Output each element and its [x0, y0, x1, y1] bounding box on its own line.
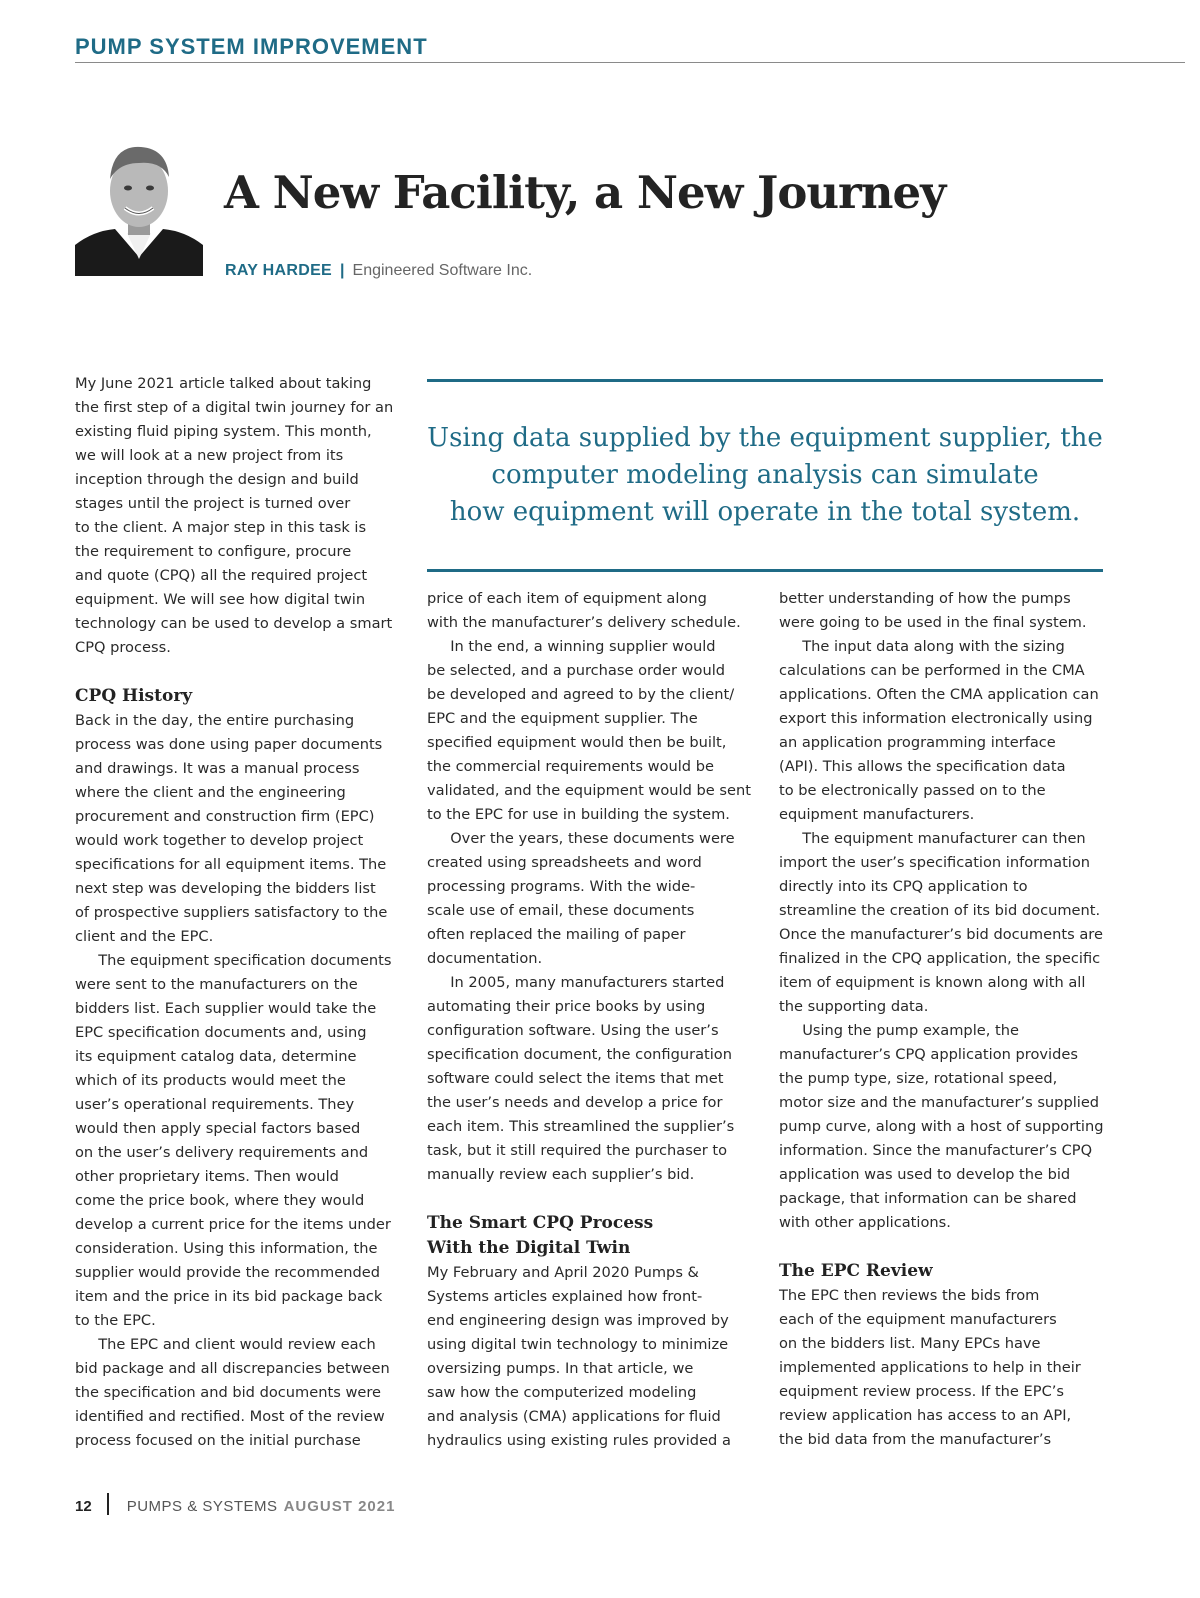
- text-line: next step was developing the bidders list: [75, 880, 376, 897]
- text-line: specification document, the configuration: [427, 1046, 732, 1063]
- pullquote-bottom-rule: [427, 569, 1103, 572]
- column-3-text: [779, 587, 1109, 1235]
- text-line: bidders list. Each supplier would take the: [75, 1000, 377, 1017]
- text-line: In the end, a winning supplier would: [427, 638, 716, 655]
- author-photo: [75, 133, 203, 276]
- text-line: import the user’s specification information: [779, 854, 1091, 871]
- text-line: better understanding of how the pumps: [779, 590, 1071, 607]
- text-line: other proprietary items. Then would: [75, 1168, 339, 1185]
- text-line: My June 2021 article talked about taking: [75, 375, 372, 392]
- pullquote-line: Using data supplied by the equipment supplier, the: [427, 423, 1103, 453]
- text-line: manually review each supplier’s bid.: [427, 1166, 695, 1183]
- text-line: Systems articles explained how front-: [427, 1288, 703, 1305]
- text-line: which of its products would meet the: [75, 1072, 346, 1089]
- text-line: The equipment specification documents: [75, 952, 392, 969]
- text-line: inception through the design and build: [75, 471, 359, 488]
- text-line: the pump type, size, rotational speed,: [779, 1070, 1058, 1087]
- text-line: develop a current price for the items under: [75, 1216, 391, 1233]
- text-line: scale use of email, these documents: [427, 902, 695, 919]
- text-line: equipment review process. If the EPC’s: [779, 1383, 1064, 1400]
- text-line: package, that information can be shared: [779, 1190, 1077, 1207]
- heading-smart-cpq: The Smart CPQ Process With the Digital Twin: [427, 1213, 654, 1258]
- text-line: often replaced the mailing of paper: [427, 926, 686, 943]
- text-line: identified and rectified. Most of the review: [75, 1408, 385, 1425]
- text-line: client and the EPC.: [75, 928, 214, 945]
- text-line: review application has access to an API,: [779, 1407, 1072, 1424]
- text-line: its equipment catalog data, determine: [75, 1048, 357, 1065]
- text-line: each of the equipment manufacturers: [779, 1311, 1057, 1328]
- footer-divider: [107, 1493, 109, 1515]
- text-line: implemented applications to help in their: [779, 1359, 1081, 1376]
- text-line: the first step of a digital twin journey for an: [75, 399, 394, 416]
- text-line: task, but it still required the purchaser to: [427, 1142, 728, 1159]
- column-2-text: [427, 587, 757, 1187]
- text-line: created using spreadsheets and word: [427, 854, 702, 871]
- text-line: In 2005, many manufacturers started: [427, 974, 725, 991]
- text-line: were going to be used in the final system.: [779, 614, 1087, 631]
- text-line: My February and April 2020 Pumps &: [427, 1264, 699, 1281]
- text-line: and drawings. It was a manual process: [75, 760, 360, 777]
- text-line: and quote (CPQ) all the required project: [75, 567, 368, 584]
- text-line: using digital twin technology to minimize: [427, 1336, 729, 1353]
- text-line: Over the years, these documents were: [427, 830, 735, 847]
- smart-cpq-text: [427, 1261, 757, 1453]
- text-line: directly into its CPQ application to: [779, 878, 1028, 895]
- text-line: the specification and bid documents were: [75, 1384, 382, 1401]
- text-line: (API). This allows the specification data: [779, 758, 1066, 775]
- text-line: CPQ process.: [75, 639, 171, 656]
- text-line: saw how the computerized modeling: [427, 1384, 697, 1401]
- text-line: EPC specification documents and, using: [75, 1024, 367, 1041]
- text-line: be selected, and a purchase order would: [427, 662, 726, 679]
- text-line: manufacturer’s CPQ application provides: [779, 1046, 1078, 1063]
- text-line: motor size and the manufacturer’s supplied: [779, 1094, 1100, 1111]
- text-line: where the client and the engineering: [75, 784, 346, 801]
- text-line: existing fluid piping system. This month,: [75, 423, 372, 440]
- text-line: Once the manufacturer’s bid documents are: [779, 926, 1103, 943]
- text-line: export this information electronically using: [779, 710, 1093, 727]
- text-line: to the EPC for use in building the system.: [427, 806, 730, 823]
- text-line: software could select the items that met: [427, 1070, 724, 1087]
- text-line: end engineering design was improved by: [427, 1312, 729, 1329]
- text-line: The EPC then reviews the bids from: [779, 1287, 1040, 1304]
- page-footer: [75, 1496, 395, 1518]
- cpq-history-text: [75, 709, 405, 1453]
- text-line: applications. Often the CMA application can: [779, 686, 1099, 703]
- text-line: to be electronically passed on to the: [779, 782, 1046, 799]
- text-line: the user’s needs and develop a price for: [427, 1094, 723, 1111]
- text-line: item and the price in its bid package back: [75, 1288, 383, 1305]
- text-line: the supporting data.: [779, 998, 929, 1015]
- text-line: oversizing pumps. In that article, we: [427, 1360, 694, 1377]
- text-line: price of each item of equipment along: [427, 590, 707, 607]
- text-line: the bid data from the manufacturer’s: [779, 1431, 1052, 1448]
- text-line: specified equipment would then be built,: [427, 734, 727, 751]
- author-company: Engineered Software Inc.: [352, 262, 533, 279]
- text-line: process was done using paper documents: [75, 736, 383, 753]
- text-line: item of equipment is known along with all: [779, 974, 1086, 991]
- text-line: come the price book, where they would: [75, 1192, 365, 1209]
- text-line: The input data along with the sizing: [779, 638, 1065, 655]
- article-column-3: [779, 587, 1109, 1452]
- text-line: documentation.: [427, 950, 543, 967]
- text-line: calculations can be performed in the CMA: [779, 662, 1085, 679]
- text-line: application was used to develop the bid: [779, 1166, 1071, 1183]
- magazine-name: PUMPS & SYSTEMS: [126, 1497, 278, 1515]
- text-line: pump curve, along with a host of supporting: [779, 1118, 1104, 1135]
- text-line: consideration. Using this information, the: [75, 1240, 378, 1257]
- author-name: RAY HARDEE: [225, 262, 333, 279]
- byline: [225, 262, 532, 280]
- text-line: process focused on the initial purchase: [75, 1432, 361, 1449]
- text-line: Using the pump example, the: [779, 1022, 1019, 1039]
- pullquote-line: computer modeling analysis can simulate: [491, 460, 1039, 490]
- text-line: configuration software. Using the user’s: [427, 1022, 719, 1039]
- text-line: the requirement to configure, procure: [75, 543, 352, 560]
- text-line: information. Since the manufacturer’s CPQ: [779, 1142, 1093, 1159]
- text-line: of prospective suppliers satisfactory to the: [75, 904, 388, 921]
- article-column-2: [427, 587, 757, 1453]
- pullquote-line: how equipment will operate in the total system.: [449, 497, 1081, 527]
- pullquote: [427, 420, 1103, 531]
- pullquote-top-rule: [427, 379, 1103, 382]
- text-line: Back in the day, the entire purchasing: [75, 712, 355, 729]
- header-divider: [75, 62, 1185, 63]
- text-line: we will look at a new project from its: [75, 447, 344, 464]
- text-line: finalized in the CPQ application, the specific: [779, 950, 1101, 967]
- issue-date: AUGUST 2021: [283, 1497, 396, 1515]
- text-line: specifications for all equipment items. The: [75, 856, 387, 873]
- text-line: streamline the creation of its bid document.: [779, 902, 1101, 919]
- text-line: on the bidders list. Many EPCs have: [779, 1335, 1041, 1352]
- intro-paragraph: [75, 372, 405, 660]
- text-line: The equipment manufacturer can then: [779, 830, 1086, 847]
- text-line: the commercial requirements would be: [427, 758, 714, 775]
- text-line: stages until the project is turned over: [75, 495, 351, 512]
- text-line: user’s operational requirements. They: [75, 1096, 355, 1113]
- text-line: validated, and the equipment would be sent: [427, 782, 751, 799]
- text-line: equipment. We will see how digital twin: [75, 591, 366, 608]
- text-line: technology can be used to develop a smart: [75, 615, 393, 632]
- text-line: on the user’s delivery requirements and: [75, 1144, 369, 1161]
- text-line: EPC and the equipment supplier. The: [427, 710, 698, 727]
- text-line: would then apply special factors based: [75, 1120, 361, 1137]
- text-line: processing programs. With the wide-: [427, 878, 696, 895]
- article-title: A New Facility, a New Journey: [224, 166, 946, 219]
- section-title: PUMP SYSTEM IMPROVEMENT: [75, 34, 428, 59]
- text-line: to the EPC.: [75, 1312, 156, 1329]
- text-line: an application programming interface: [779, 734, 1056, 751]
- text-line: hydraulics using existing rules provided a: [427, 1432, 731, 1449]
- text-line: with the manufacturer’s delivery schedule.: [427, 614, 741, 631]
- page-number: 12: [75, 1497, 92, 1515]
- text-line: procurement and construction firm (EPC): [75, 808, 375, 825]
- text-line: with other applications.: [779, 1214, 951, 1231]
- text-line: would work together to develop project: [75, 832, 364, 849]
- text-line: The EPC and client would review each: [75, 1336, 376, 1353]
- text-line: bid package and all discrepancies between: [75, 1360, 390, 1377]
- text-line: to the client. A major step in this task is: [75, 519, 367, 536]
- text-line: each item. This streamlined the supplier’s: [427, 1118, 735, 1135]
- text-line: be developed and agreed to by the client/: [427, 686, 735, 703]
- text-line: and analysis (CMA) applications for fluid: [427, 1408, 721, 1425]
- heading-cpq-history: CPQ History: [75, 686, 193, 706]
- text-line: were sent to the manufacturers on the: [75, 976, 358, 993]
- heading-epc-review: The EPC Review: [779, 1261, 933, 1281]
- text-line: automating their price books by using: [427, 998, 706, 1015]
- text-line: supplier would provide the recommended: [75, 1264, 380, 1281]
- epc-review-text: [779, 1284, 1109, 1452]
- text-line: equipment manufacturers.: [779, 806, 975, 823]
- byline-separator: |: [340, 262, 345, 279]
- article-column-1: [75, 372, 405, 1453]
